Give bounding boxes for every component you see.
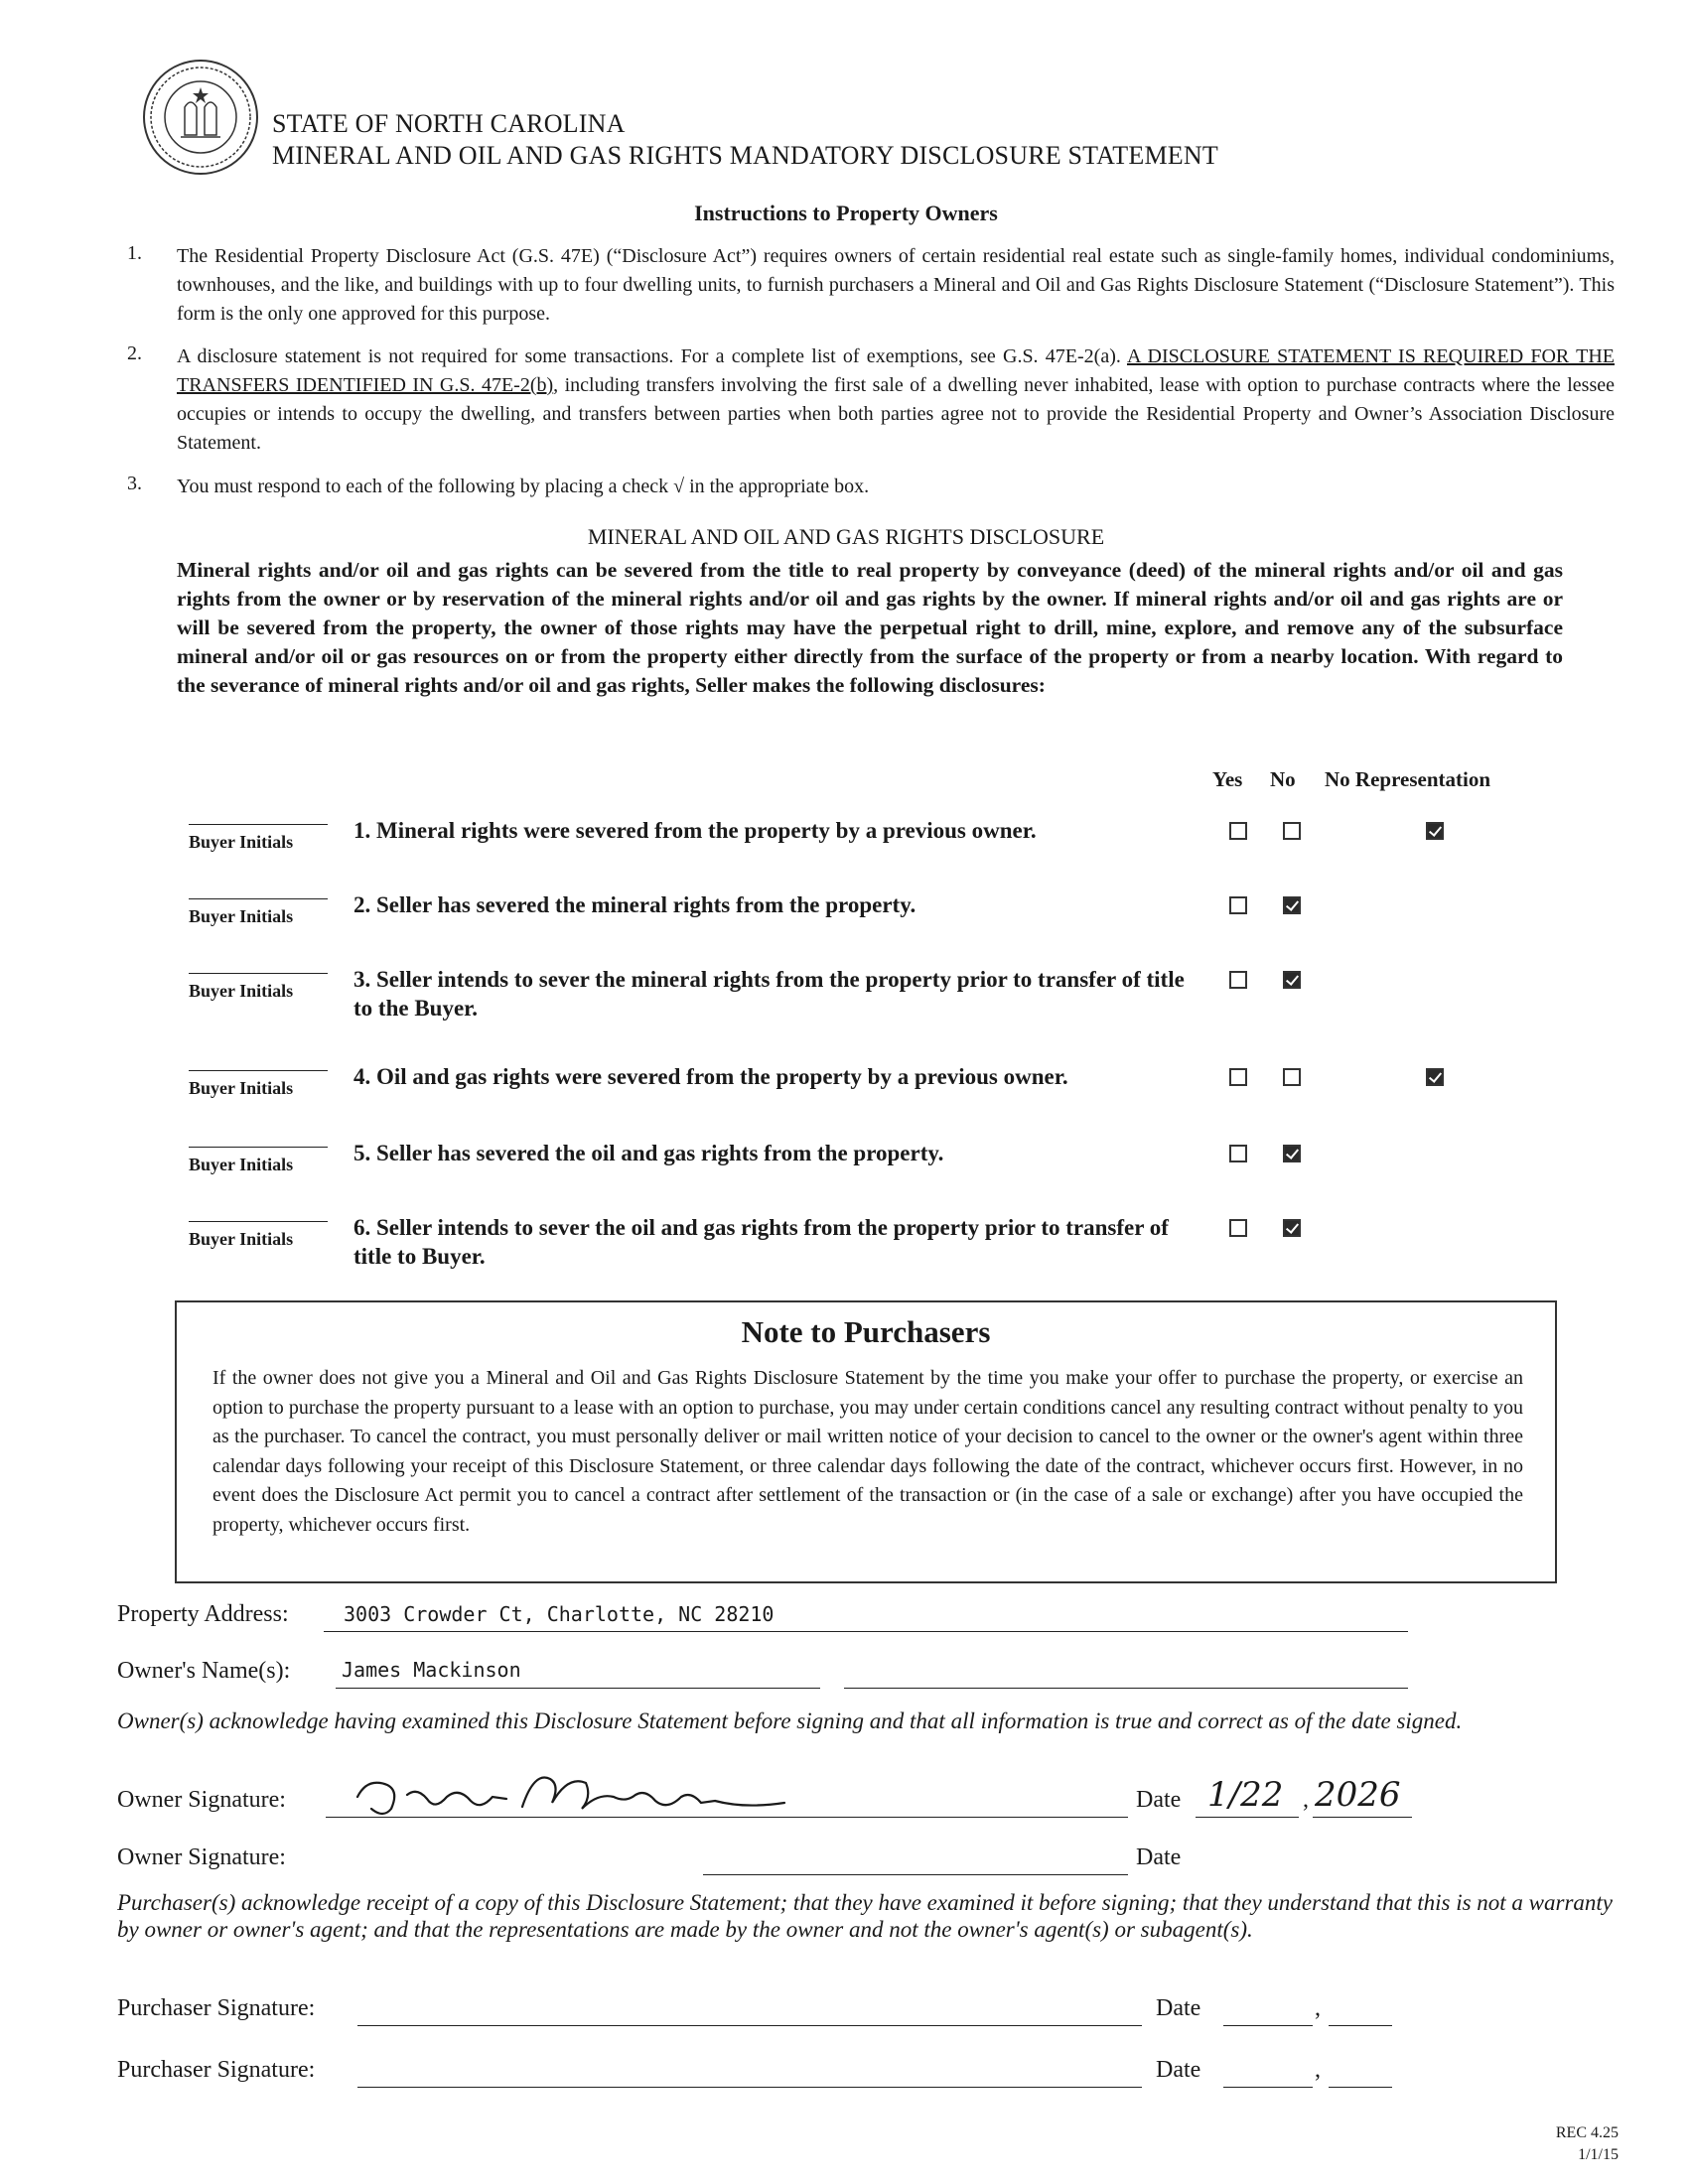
buyer-initials-line[interactable]: [189, 824, 328, 825]
property-address-value[interactable]: 3003 Crowder Ct, Charlotte, NC 28210: [344, 1602, 775, 1626]
form-code: REC 4.25: [1555, 2124, 1619, 2141]
nc-real-estate-commission-seal-icon: [141, 58, 260, 177]
checkbox-yes-q1[interactable]: [1229, 822, 1247, 840]
column-no: No: [1270, 767, 1296, 791]
purchaser-date-line-2a[interactable]: [1223, 2087, 1313, 2088]
instruction-text-1: The Residential Property Disclosure Act (G.S. 47E) (“Disclosure Act”) requires owners of certain residential real estate such as single-family homes, individual condominiums, townhouses, and the like, and buildings with up to four dwelling units, to furnish purchasers a Mineral and Oil and Gas Rights Disclosure Statement (“Disclosure Statement”). This form is the only one approved for this purpose.: [177, 245, 1615, 325]
owner-signature-label-2: Owner Signature:: [117, 1844, 286, 1870]
disclosure-question-2: 2. Seller has severed the mineral rights from the property.: [353, 892, 916, 917]
instruction-text-2: [177, 342, 1615, 458]
owner-names-value[interactable]: James Mackinson: [342, 1658, 521, 1682]
checkbox-no-q6[interactable]: [1283, 1219, 1301, 1237]
checkbox-no-q3[interactable]: [1283, 971, 1301, 989]
owner-names-line-2: [844, 1688, 1408, 1689]
note-body: If the owner does not give you a Mineral and Oil and Gas Rights Disclosure Statement by the time you make your offer to purchase the property, or exercise an option to purchase the property pursuant to a lease with an option to purchase, you may under certain conditions cancel any resulting contract without penalty to you as the purchaser. To cancel the contract, you must personally deliver or mail written notice of your decision to cancel to the owner or the owner's agent within three calendar days following your receipt of this Disclosure Statement, or three calendar days following the date of the contract, whichever occurs first. However, in no event does the Disclosure Act permit you to cancel a contract after settlement of the transaction or (in the case of a sale or exchange) after you have occupied the property, whichever occurs first.: [212, 1367, 1523, 1536]
owner-date-separator: ,: [1303, 1787, 1309, 1813]
purchaser-signature-line-1[interactable]: [357, 2025, 1142, 2026]
buyer-initials-label: Buyer Initials: [189, 1229, 294, 1249]
buyer-initials-line[interactable]: [189, 973, 328, 974]
instruction-number-3: 3.: [127, 473, 142, 494]
disclosure-question-4: 4. Oil and gas rights were severed from the property by a previous owner.: [353, 1064, 1068, 1089]
property-address-label: Property Address:: [117, 1601, 289, 1627]
disclosure-body: Mineral rights and/or oil and gas rights can be severed from the title to real property by conveyance (deed) of the mineral rights and/or oil and gas rights from the owner or by reservation of the mineral rights and/or oil and gas rights by the owner. If mineral rights and/or oil and gas rights are or will be severed from the property, the owner of those rights may have the perpetual right to drill, mine, explore, and remove any of the subsurface mineral and/or oil or gas resources on or from the property either directly from the surface of the property or from a nearby location. With regard to the severance of mineral rights and/or oil and gas rights, Seller makes the following disclosures:: [177, 558, 1563, 697]
checkbox-yes-q4[interactable]: [1229, 1068, 1247, 1086]
instruction-text-2b: , including transfers involving the first sale of a dwelling never inhabited, lease with option to purchase contracts where the lessee occupies or intends to occupy the dwelling, and transfers between parties when both parties agree not to provide the Residential Property and Owner’s Association Disclosure Statement.: [177, 374, 1615, 454]
state-title: STATE OF NORTH CAROLINA: [272, 109, 626, 138]
purchaser-date-label-1: Date: [1156, 1995, 1201, 2021]
owner-names-line-1: [336, 1688, 820, 1689]
checkbox-no-rep-q4[interactable]: [1426, 1068, 1444, 1086]
disclosure-question-6: 6. Seller intends to sever the oil and gas rights from the property prior to transfer of title to Buyer.: [353, 1215, 1169, 1269]
purchaser-date-line-1a[interactable]: [1223, 2025, 1313, 2026]
owner-acknowledgment: Owner(s) acknowledge having examined this Disclosure Statement before signing and that all information is true and correct as of the date signed.: [117, 1708, 1463, 1733]
purchaser-acknowledgment: Purchaser(s) acknowledge receipt of a copy of this Disclosure Statement; that they have examined it before signing; that they understand that this is not a warranty by owner or owner's agent; and that the representations are made by the owner and not the owner's agent(s) or subagent(s).: [117, 1890, 1614, 1942]
checkbox-yes-q6[interactable]: [1229, 1219, 1247, 1237]
checkbox-no-q2[interactable]: [1283, 896, 1301, 914]
purchaser-date-separator-1: ,: [1315, 1995, 1321, 2021]
buyer-initials-line[interactable]: [189, 1147, 328, 1148]
owner-date-line-year: [1313, 1817, 1412, 1818]
form-title: MINERAL AND OIL AND GAS RIGHTS MANDATORY DISCLOSURE STATEMENT: [272, 141, 1218, 170]
buyer-initials-label: Buyer Initials: [189, 1155, 294, 1174]
column-no-representation: No Representation: [1325, 767, 1491, 791]
buyer-initials-label: Buyer Initials: [189, 1078, 294, 1098]
checkbox-yes-q2[interactable]: [1229, 896, 1247, 914]
owner-names-label: Owner's Name(s):: [117, 1658, 291, 1684]
checkbox-no-q5[interactable]: [1283, 1145, 1301, 1162]
purchaser-signature-label-1: Purchaser Signature:: [117, 1995, 316, 2021]
purchaser-signature-label-2: Purchaser Signature:: [117, 2057, 316, 2083]
note-to-purchasers-box: [175, 1300, 1557, 1583]
disclosure-question-5: 5. Seller has severed the oil and gas rights from the property.: [353, 1141, 944, 1165]
buyer-initials-line[interactable]: [189, 1221, 328, 1222]
buyer-initials-label: Buyer Initials: [189, 832, 294, 852]
buyer-initials-line[interactable]: [189, 1070, 328, 1071]
disclosure-question-3: 3. Seller intends to sever the mineral rights from the property prior to transfer of title to the Buyer.: [353, 967, 1185, 1021]
owner-date-line-month-day: [1196, 1817, 1299, 1818]
checkbox-no-q1[interactable]: [1283, 822, 1301, 840]
checkbox-yes-q5[interactable]: [1229, 1145, 1247, 1162]
checkbox-yes-q3[interactable]: [1229, 971, 1247, 989]
owner-handwritten-signature: [348, 1757, 804, 1837]
purchaser-signature-line-2[interactable]: [357, 2087, 1142, 2088]
property-address-line: [324, 1631, 1408, 1632]
disclosure-heading: MINERAL AND OIL AND GAS RIGHTS DISCLOSURE: [587, 524, 1105, 549]
owner-date-label-2: Date: [1136, 1844, 1182, 1870]
owner-date-year[interactable]: 2026: [1315, 1775, 1401, 1815]
instruction-text-3: You must respond to each of the following by placing a check √ in the appropriate box.: [177, 476, 870, 497]
instruction-text-2-underlined: A DISCLOSURE STATEMENT IS REQUIRED FOR THE TRANSFERS IDENTIFIED IN G.S. 47E-2(b): [177, 345, 1615, 396]
buyer-initials-label: Buyer Initials: [189, 981, 294, 1001]
instructions-heading: Instructions to Property Owners: [694, 201, 998, 225]
owner-date-label-1: Date: [1136, 1787, 1182, 1813]
note-title: Note to Purchasers: [741, 1314, 991, 1349]
owner-signature-line-2[interactable]: [703, 1874, 1128, 1875]
purchaser-date-separator-2: ,: [1315, 2057, 1321, 2083]
buyer-initials-label: Buyer Initials: [189, 906, 294, 926]
column-yes: Yes: [1212, 767, 1243, 791]
purchaser-date-label-2: Date: [1156, 2057, 1201, 2083]
checkbox-no-rep-q1[interactable]: [1426, 822, 1444, 840]
owner-signature-label-1: Owner Signature:: [117, 1787, 286, 1813]
checkbox-no-q4[interactable]: [1283, 1068, 1301, 1086]
form-revision-date: 1/1/15: [1578, 2146, 1619, 2163]
instruction-text-2a: A disclosure statement is not required for some transactions. For a complete list of exemptions, see G.S. 47E-2(a).: [177, 345, 1127, 367]
instruction-number-1: 1.: [127, 242, 142, 264]
buyer-initials-line[interactable]: [189, 898, 328, 899]
instruction-number-2: 2.: [127, 342, 142, 364]
disclosure-question-1: 1. Mineral rights were severed from the property by a previous owner.: [353, 818, 1037, 843]
purchaser-date-line-1b[interactable]: [1329, 2025, 1392, 2026]
purchaser-date-line-2b[interactable]: [1329, 2087, 1392, 2088]
owner-date-month-day[interactable]: 1/22: [1207, 1775, 1284, 1815]
